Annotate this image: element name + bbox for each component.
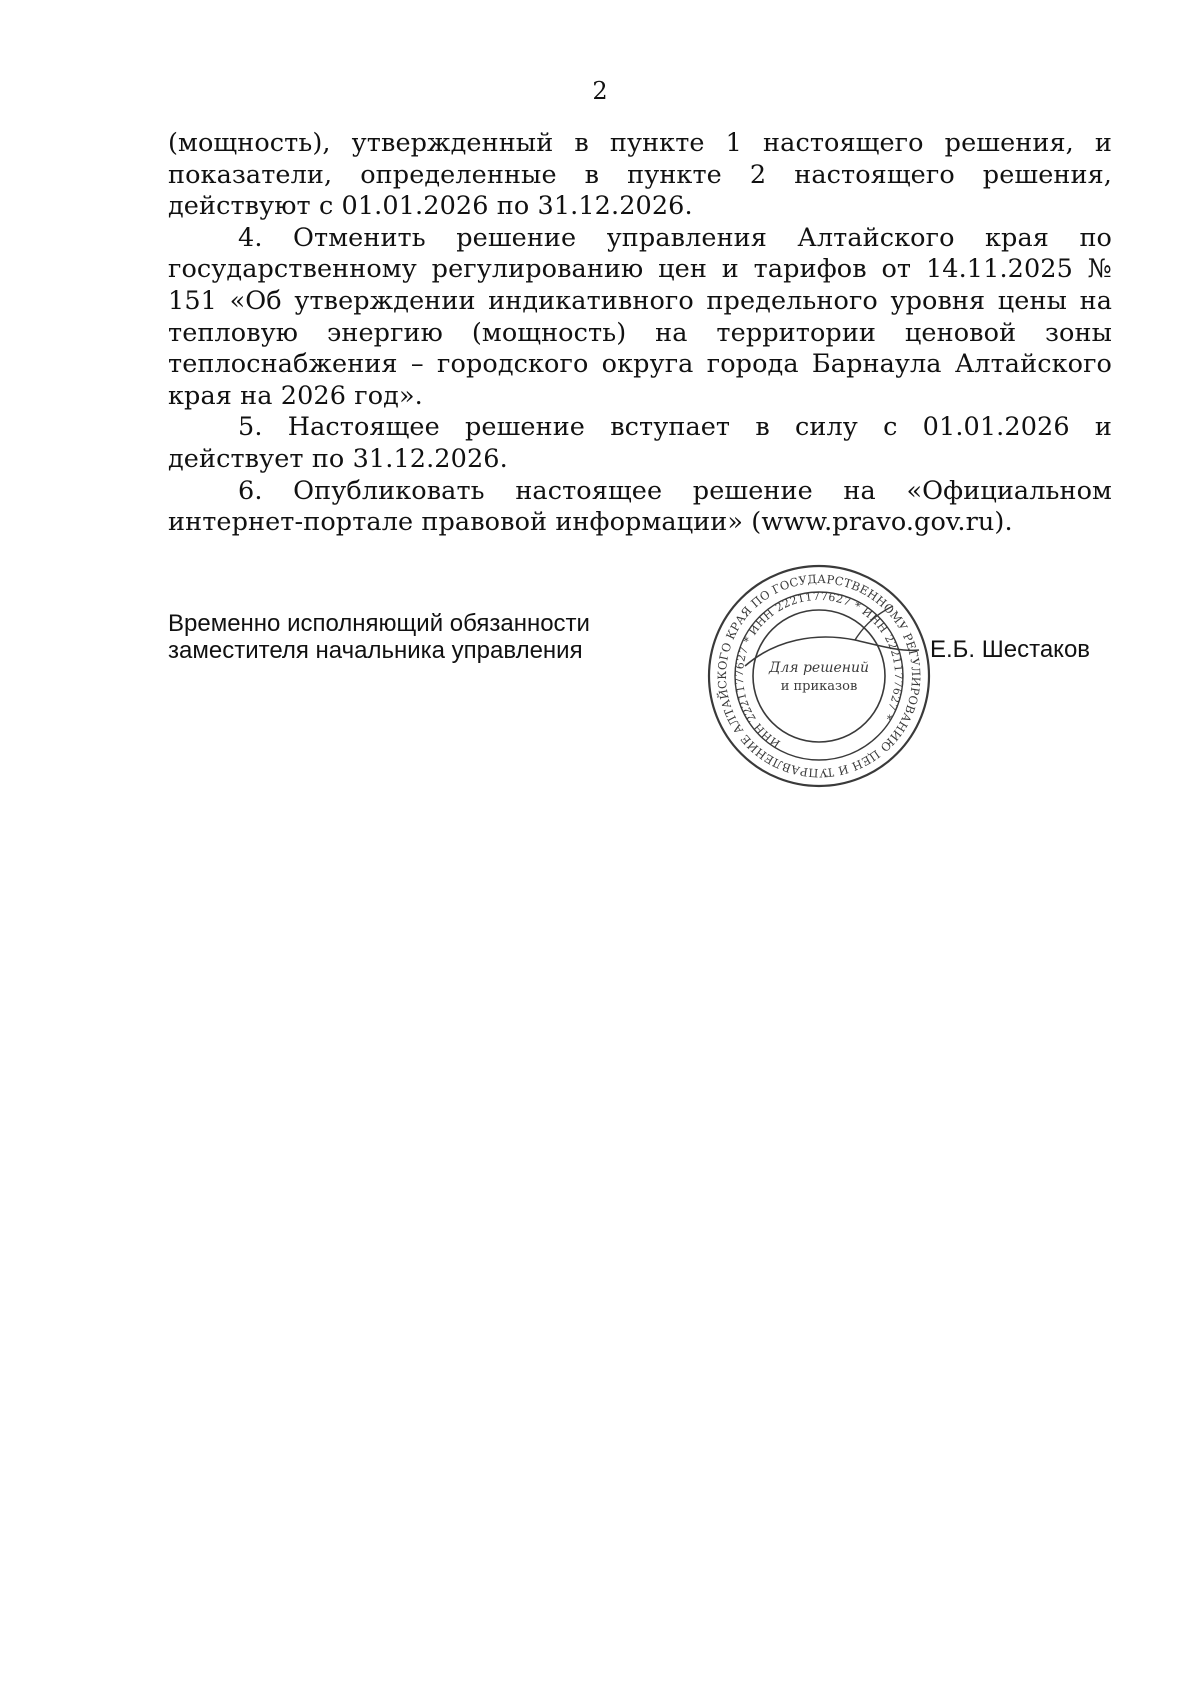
document-body	[168, 128, 1112, 539]
seal-center-line-2: и приказов	[780, 679, 858, 694]
seal-graphic	[705, 562, 933, 790]
seal-outer-ring-textpath: УПРАВЛЕНИЕ АЛТАЙСКОГО КРАЯ ПО ГОСУДАРСТВЕННОМУ РЕГУЛИРОВАНИЮ ЦЕН И ТАРИФОВ	[714, 571, 924, 781]
official-seal-stamp	[705, 562, 933, 790]
seal-inner-circle	[753, 610, 885, 742]
signatory-position-line-1: Временно исполняющий обязанности	[168, 610, 590, 637]
page-number: 2	[592, 77, 608, 105]
signatory-position	[168, 610, 668, 664]
paragraph-item-5: 5. Настоящее решение вступает в силу с 01.01.2026 и действует по 31.12.2026.	[168, 412, 1112, 474]
paragraph-continuation: (мощность), утвержденный в пункте 1 настоящего решения, и показатели, определенные в пункте 2 настоящего решения, действуют с 01.01.2026 по 31.12.2026.	[168, 128, 1112, 222]
paragraph-item-6: 6. Опубликовать настоящее решение на «Официальном интернет-портале правовой информации» (www.pravo.gov.ru).	[168, 475, 1112, 538]
paragraph-item-4: 4. Отменить решение управления Алтайского края по государственному регулированию цен и тарифов от 14.11.2025 № 151 «Об утверждении индикативного предельного уровня цены на тепловую энергию (мощность) на территории ценовой зоны теплоснабжения – городского округа города Барнаула Алтайского края на 2026 год».	[168, 222, 1112, 411]
seal-center-line-1: Для решений	[768, 660, 870, 676]
signatory-name: Е.Б. Шестаков	[930, 636, 1091, 663]
seal-inner-ring-text	[705, 562, 933, 790]
signatory-position-line-2: заместителя начальника управления	[168, 637, 583, 664]
seal-inner-ring-textpath: ИНН 2221177627 * ИНН 2221177627 * ИНН 2221177627 *	[732, 589, 906, 751]
